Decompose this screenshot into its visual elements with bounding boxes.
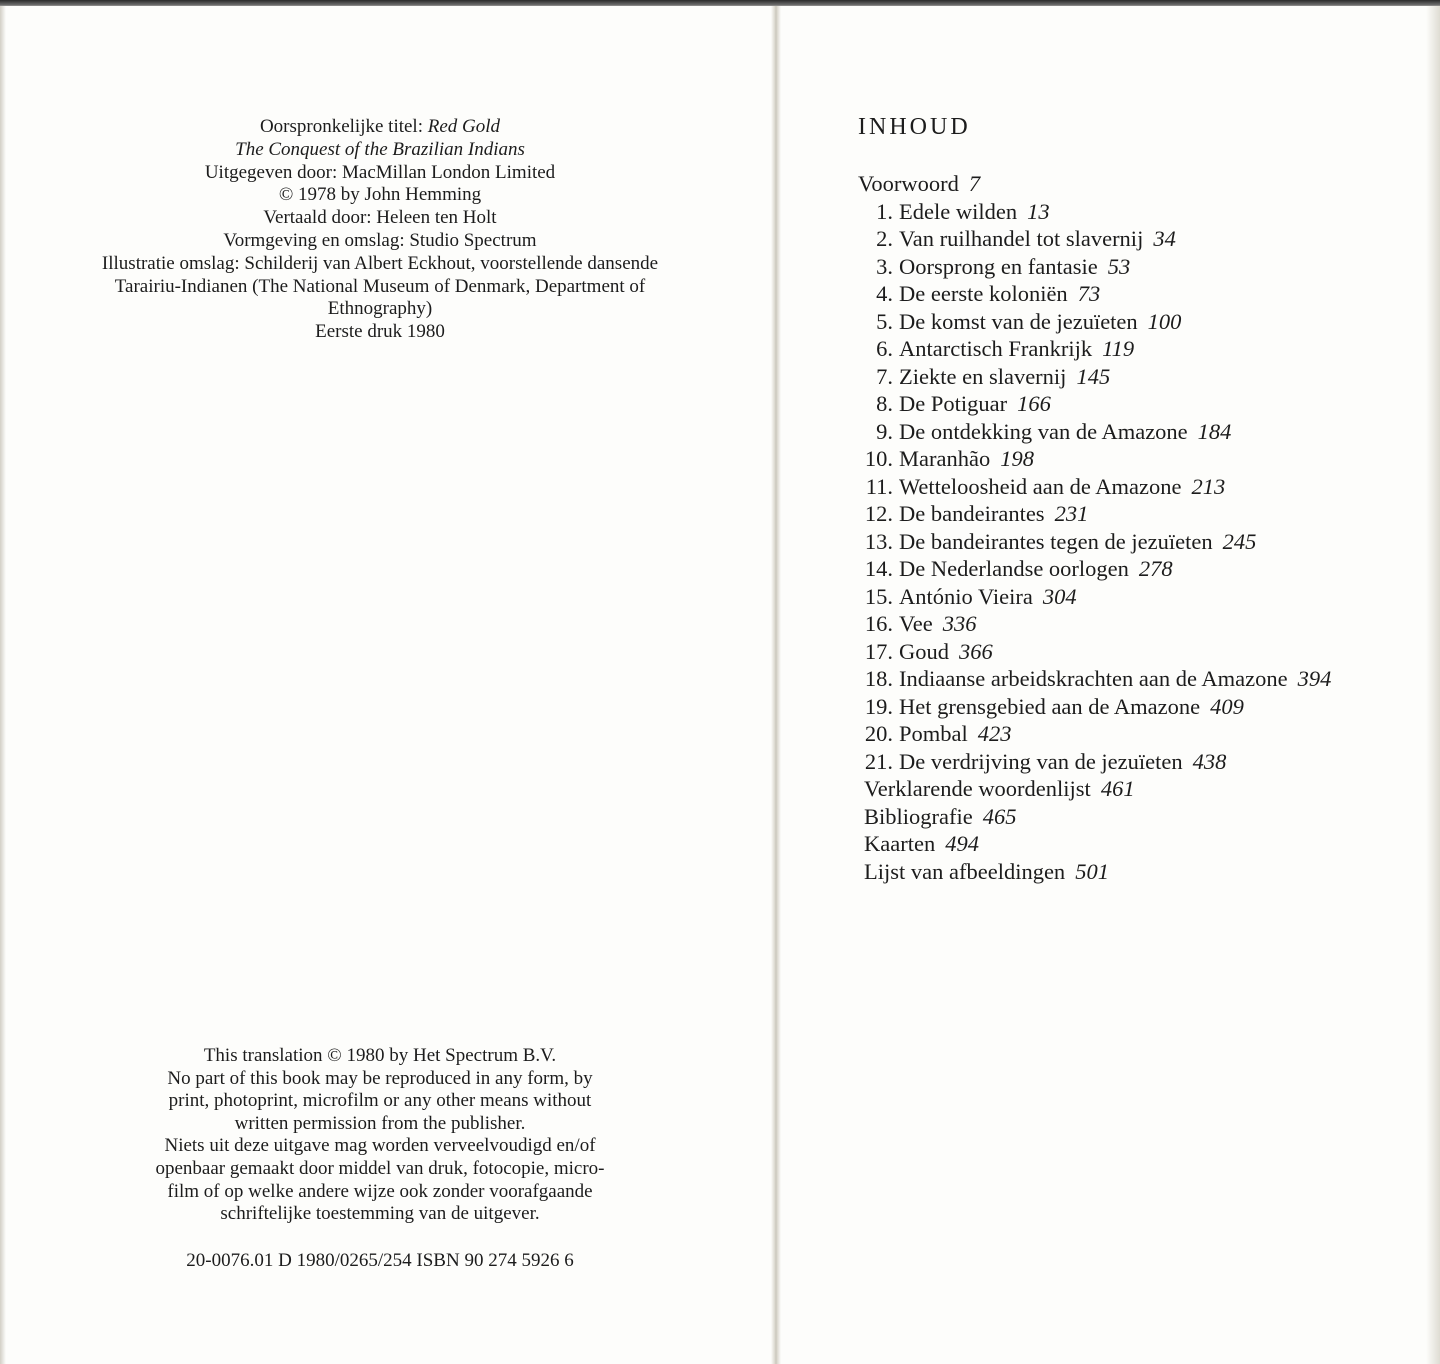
rights-line: Niets uit deze uitgave mag worden verveelvoudigd en/of	[164, 1135, 596, 1157]
rights-line: No part of this book may be reproduced in any form, by	[167, 1067, 593, 1089]
toc-entry	[858, 308, 1433, 336]
book-gutter	[771, 6, 781, 1364]
toc-entry-text	[899, 363, 1110, 391]
toc-entry-number: 17.	[864, 638, 893, 664]
toc-entry-number: 13.	[864, 528, 893, 554]
toc-entry-text	[899, 693, 1244, 721]
original-title-label: Oorspronkelijke titel:	[259, 116, 423, 137]
design-line: Vormgeving en omslag: Studio Spectrum	[223, 229, 537, 251]
toc-entry-page: 231	[1054, 501, 1089, 526]
toc-entry-page: 336	[942, 611, 977, 636]
toc-entry-title: Goud	[899, 638, 949, 664]
toc-entry	[858, 253, 1433, 281]
toc-entry	[858, 170, 1433, 198]
toc-entry-text	[899, 665, 1331, 693]
original-subtitle: The Conquest of the Brazilian Indians	[235, 138, 525, 160]
toc-entry-number: 12.	[864, 501, 893, 526]
toc-entry-title: Edele wilden	[899, 198, 1018, 224]
toc-entry-number: 5.	[876, 308, 893, 334]
toc-entry-title: Ziekte en slavernij	[899, 363, 1067, 389]
toc-entry	[858, 830, 1433, 858]
toc-entry-title: Lijst van afbeeldingen	[864, 858, 1066, 884]
toc-entry-page: 119	[1102, 336, 1135, 361]
toc-entry-text	[899, 418, 1231, 446]
toc-entry-text	[899, 748, 1226, 776]
toc-entry-title: António Vieira	[899, 583, 1033, 609]
toc-entry-text	[899, 473, 1225, 501]
toc-entry-text	[858, 170, 980, 198]
toc-entry-page: 394	[1297, 666, 1332, 691]
toc-entry-text	[899, 308, 1181, 336]
rights-line: written permission from the publisher.	[234, 1112, 526, 1134]
toc-entry	[858, 363, 1433, 391]
toc-entry-page: 409	[1210, 693, 1244, 719]
toc-entry-text	[899, 638, 993, 666]
toc-entry	[858, 748, 1433, 776]
toc-entry-page: 278	[1138, 556, 1173, 581]
toc-entry	[858, 665, 1433, 693]
toc-entry-text	[899, 390, 1051, 418]
toc-entry-number: 18.	[864, 666, 893, 691]
toc-entry-page: 423	[977, 721, 1012, 746]
toc-entry	[858, 803, 1433, 831]
toc-entry-title: De verdrijving van de jezuïeten	[899, 748, 1183, 774]
toc-entry-number: 11.	[865, 473, 893, 499]
toc-entry-text	[899, 225, 1176, 253]
copyright-line: © 1978 by John Hemming	[278, 184, 482, 206]
toc-entry-text	[899, 280, 1100, 308]
toc-entry-text	[899, 335, 1134, 363]
rights-line: print, photoprint, microfilm or any other means without	[168, 1090, 592, 1112]
toc-entry-title: De Potiguar	[899, 391, 1008, 416]
toc-entry-title: Vee	[899, 611, 933, 636]
toc-entry-text	[899, 528, 1256, 556]
toc-entry-page: 145	[1076, 363, 1111, 389]
toc-entry	[858, 528, 1433, 556]
toc-entry	[858, 390, 1433, 418]
toc-entry-text	[858, 803, 1016, 831]
toc-entry-text	[899, 610, 976, 638]
toc-entry-page: 366	[959, 638, 993, 664]
toc-entry-number: 2.	[876, 226, 893, 251]
toc-entry-title: De eerste koloniën	[899, 281, 1068, 306]
illustration-line-2: Tarairiu-Indianen (The National Museum of Denmark, Department of	[114, 275, 646, 297]
toc-entry-title: Het grensgebied aan de Amazone	[899, 693, 1201, 719]
toc-entry-page: 245	[1222, 528, 1257, 554]
toc-entry-text	[899, 720, 1012, 748]
toc-entry-page: 100	[1147, 308, 1182, 334]
toc-entry-page: 461	[1100, 776, 1135, 801]
rights-line: schriftelijke toestemming van de uitgever.	[220, 1203, 540, 1225]
toc-entry-title: De Nederlandse oorlogen	[899, 556, 1129, 581]
toc-entry-title: Voorwoord	[858, 171, 959, 196]
toc-entry-page: 198	[1000, 446, 1034, 471]
toc-entry-page: 304	[1042, 583, 1077, 609]
rights-line: This translation © 1980 by Het Spectrum B.V.	[203, 1045, 557, 1066]
toc-entry	[858, 473, 1433, 501]
toc-entry-page: 213	[1191, 473, 1226, 499]
colophon	[30, 116, 730, 344]
illustration-line-1: Illustratie omslag: Schilderij van Albert Eckhout, voorstellende dansende	[101, 252, 659, 274]
toc-entry	[858, 418, 1433, 446]
toc-entry-title: Pombal	[899, 721, 968, 746]
toc-entry-title: Oorsprong en fantasie	[899, 253, 1098, 279]
toc-entry-page: 7	[968, 171, 981, 196]
translator-line: Vertaald door: Heleen ten Holt	[263, 207, 497, 229]
toc-entry-number: 20.	[864, 721, 893, 746]
toc-entry-title: De ontdekking van de Amazone	[899, 418, 1188, 444]
illustration-line-3: Ethnography)	[327, 298, 433, 320]
toc-entry-title: Antarctisch Frankrijk	[899, 336, 1093, 361]
toc-entry-text	[899, 253, 1130, 281]
toc-entry-page: 13	[1027, 198, 1050, 224]
original-title-line	[30, 116, 730, 139]
toc-entry	[858, 335, 1433, 363]
toc-entry-title: De bandeirantes	[899, 501, 1045, 526]
toc-entry-page: 73	[1077, 281, 1101, 306]
table-of-contents	[858, 170, 1433, 885]
toc-entry	[858, 445, 1433, 473]
toc-entry-title: Verklarende woordenlijst	[864, 776, 1091, 801]
toc-heading: INHOUD	[858, 114, 971, 140]
rights-line: film of op welke andere wijze ook zonder voorafgaande	[167, 1180, 593, 1202]
toc-entry-number: 4.	[876, 281, 893, 306]
toc-entry	[858, 555, 1433, 583]
toc-entry-page: 494	[945, 831, 979, 856]
toc-entry-number: 3.	[876, 253, 893, 279]
toc-entry	[858, 693, 1433, 721]
toc-entry-text	[858, 858, 1109, 886]
toc-entry-page: 438	[1192, 748, 1227, 774]
toc-entry	[858, 858, 1433, 886]
toc-entry-title: Maranhão	[899, 446, 991, 471]
toc-entry-title: De komst van de jezuïeten	[899, 308, 1138, 334]
toc-entry-page: 166	[1017, 391, 1051, 416]
original-title: Red Gold	[427, 116, 501, 137]
toc-entry-page: 501	[1075, 858, 1109, 884]
toc-entry-number: 15.	[864, 583, 893, 609]
toc-entry-number: 6.	[876, 336, 893, 361]
toc-entry	[858, 775, 1433, 803]
toc-entry-number: 1.	[876, 198, 893, 224]
toc-entry-number: 14.	[864, 556, 893, 581]
toc-entry-title: De bandeirantes tegen de jezuïeten	[899, 528, 1213, 554]
toc-entry-text	[899, 583, 1077, 611]
toc-entry	[858, 225, 1433, 253]
toc-entry-text	[899, 198, 1050, 226]
first-print-line: Eerste druk 1980	[315, 321, 445, 343]
toc-entry	[858, 638, 1433, 666]
toc-entry-number: 16.	[864, 611, 893, 636]
toc-entry	[858, 583, 1433, 611]
toc-entry-number: 21.	[864, 748, 893, 774]
toc-entry-title: Kaarten	[864, 831, 936, 856]
toc-entry	[858, 198, 1433, 226]
toc-entry-title: Wetteloosheid aan de Amazone	[899, 473, 1182, 499]
toc-entry-number: 9.	[876, 418, 893, 444]
left-page-edge	[0, 6, 6, 1364]
toc-entry-number: 10.	[864, 446, 893, 471]
toc-entry-text	[858, 775, 1135, 803]
toc-entry-number: 7.	[876, 363, 893, 389]
toc-entry-text	[858, 830, 979, 858]
toc-entry	[858, 610, 1433, 638]
publication-codes: 20-0076.01 D 1980/0265/254 ISBN 90 274 5926 6	[186, 1250, 574, 1271]
publisher-line: Uitgegeven door: MacMillan London Limited	[204, 161, 556, 183]
toc-entry-text	[899, 445, 1034, 473]
rights-line: openbaar gemaakt door middel van druk, fotocopie, micro-	[155, 1157, 605, 1179]
toc-entry	[858, 280, 1433, 308]
rights-notice	[30, 1045, 730, 1226]
toc-entry-number: 8.	[876, 391, 893, 416]
toc-entry-page: 184	[1197, 418, 1232, 444]
toc-entry-title: Indiaanse arbeidskrachten aan de Amazone	[899, 666, 1288, 691]
toc-entry-title: Van ruilhandel tot slavernij	[899, 226, 1144, 251]
toc-entry-text	[899, 555, 1173, 583]
toc-entry-page: 34	[1153, 226, 1176, 251]
toc-entry	[858, 500, 1433, 528]
toc-entry-text	[899, 500, 1088, 528]
toc-entry-page: 465	[982, 803, 1017, 829]
toc-entry-title: Bibliografie	[864, 803, 973, 829]
toc-entry	[858, 720, 1433, 748]
toc-entry-page: 53	[1107, 253, 1131, 279]
toc-entry-number: 19.	[864, 693, 893, 719]
